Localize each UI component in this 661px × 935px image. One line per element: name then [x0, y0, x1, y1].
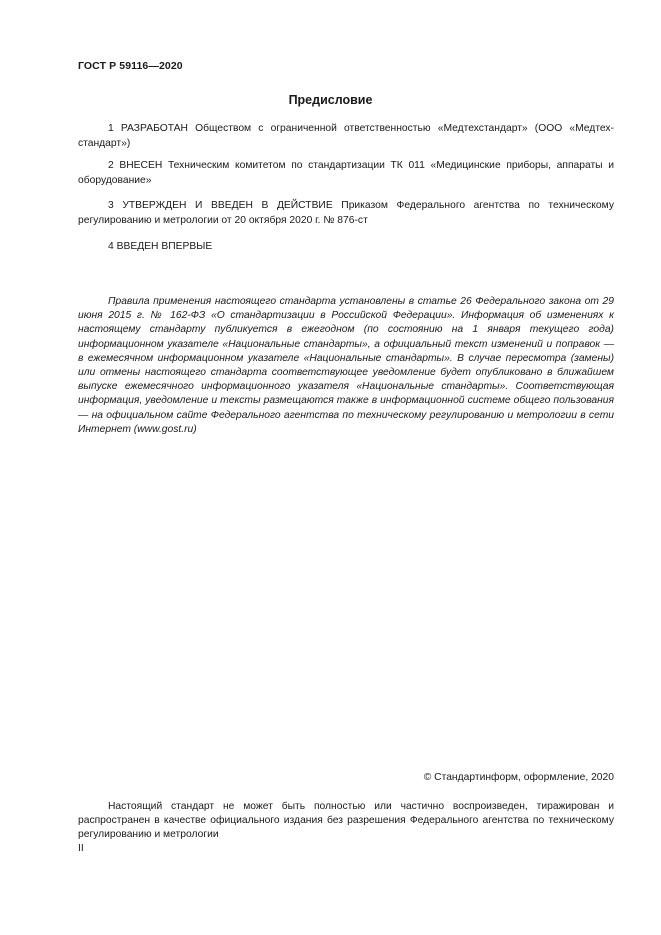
- page-number: II: [78, 843, 84, 854]
- foreword-item-introduced: 4 ВВЕДЕН ВПЕРВЫЕ: [108, 241, 213, 252]
- foreword-item-submitted: 2 ВНЕСЕН Техническим комитетом по стандартизации ТК 011 «Медицинские приборы, аппараты и оборудование»: [78, 160, 614, 186]
- foreword-item-developed: 1 РАЗРАБОТАН Обществом с ограниченной ответственностью «Медтехстандарт» (ООО «Медтех-стандарт»): [78, 123, 614, 149]
- copyright-line: © Стандартинформ, оформление, 2020: [423, 772, 614, 783]
- document-code: ГОСТ Р 59116—2020: [78, 60, 183, 72]
- page-title: Предисловие: [288, 93, 373, 107]
- foreword-item-approved: 3 УТВЕРЖДЕН И ВВЕДЕН В ДЕЙСТВИЕ Приказом Федерального агентства по техническому регулированию и метрологии от 20 октября 2020 г. № 876-ст: [78, 200, 614, 226]
- application-rules-notice: Правила применения настоящего стандарта установлены в статье 26 Федерального закона от 29 июня 2015 г. № 162-ФЗ «О стандартизации в Российской Федерации». Информация об изменениях к настоящему стандарту публикуется в ежегодном (по состоянию на 1 января текущего года) информационном указателе «Национальные стандарты», а официальный текст изменений и поправок — в ежемесячном информационном указателе «Национальные стандарты». В случае пересмотра (замены) или отмены настоящего стандарта соответствующее уведомление будет опубликовано в ближайшем выпуске ежемесячного информационного указателя «Национальные стандарты». Соответствующая информация, уведомление и тексты размещаются также в информационной системе общего пользования — на официальном сайте Федерального агентства по техническому регулированию и метрологии в сети Интернет (www.gost.ru): [78, 296, 614, 435]
- reproduction-notice: Настоящий стандарт не может быть полностью или частично воспроизведен, тиражирован и распространен в качестве официального издания без разрешения Федерального агентства по техническому регулированию и метрологии: [78, 801, 614, 841]
